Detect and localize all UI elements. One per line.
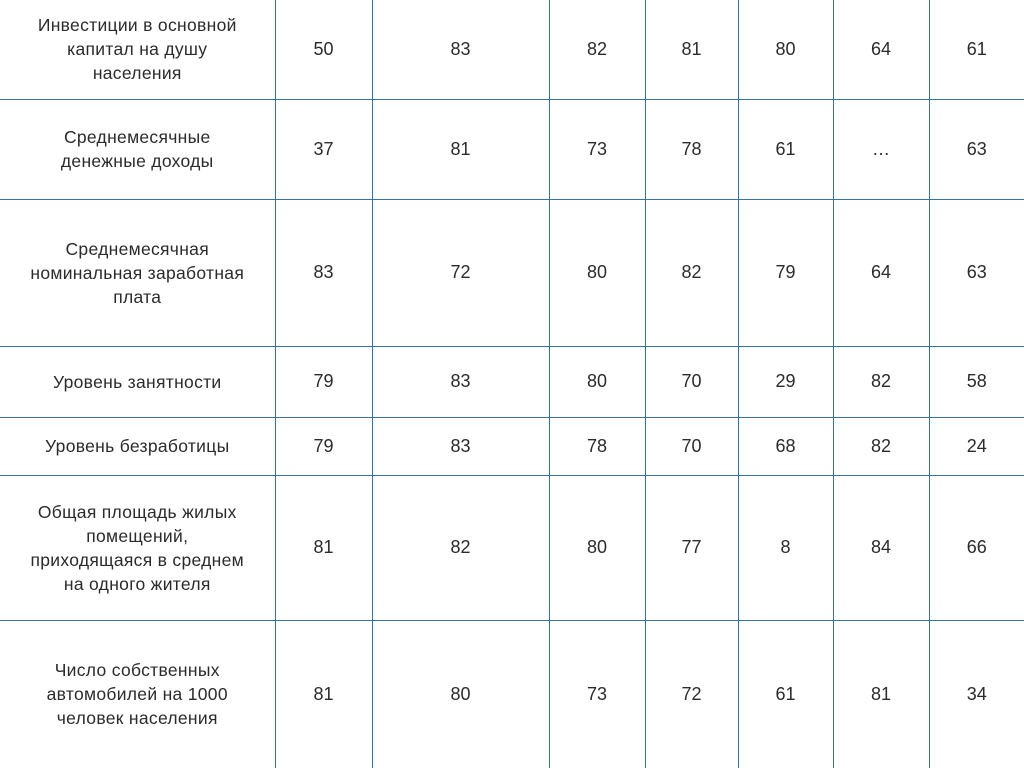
value-cell: 63: [929, 199, 1024, 346]
value-cell: 82: [833, 417, 929, 475]
value-cell: 83: [275, 199, 372, 346]
value-cell: 24: [929, 417, 1024, 475]
value-cell: 29: [738, 346, 833, 417]
value-cell: 79: [275, 346, 372, 417]
table-row: [0, 199, 1024, 346]
value-cell: 81: [275, 475, 372, 620]
value-cell: 81: [275, 620, 372, 768]
value-cell: 80: [738, 0, 833, 99]
value-cell: 73: [549, 99, 645, 199]
value-cell: 58: [929, 346, 1024, 417]
label-line: номинальная заработная: [30, 262, 245, 283]
value-cell: 82: [372, 475, 549, 620]
value-cell: 82: [549, 0, 645, 99]
value-cell: 82: [833, 346, 929, 417]
value-cell: 72: [372, 199, 549, 346]
row-label: [0, 475, 275, 620]
table-row: [0, 475, 1024, 620]
row-label: [0, 199, 275, 346]
table-row: [0, 99, 1024, 199]
value-cell: 63: [929, 99, 1024, 199]
label-line: Среднемесячные: [63, 127, 211, 147]
value-cell: 81: [833, 620, 929, 768]
row-label: [0, 0, 275, 99]
label-line: денежные доходы: [60, 151, 214, 171]
label-line: Инвестиции в основной: [37, 15, 237, 36]
label-line: на одного жителя: [63, 573, 211, 594]
label-line: капитал на душу: [67, 39, 208, 60]
label-line: помещений,: [86, 525, 189, 546]
value-cell: 61: [738, 99, 833, 199]
label-line: автомобилей на 1000: [46, 684, 228, 705]
table-row: [0, 0, 1024, 99]
label-line: населения: [92, 63, 182, 84]
value-cell: 78: [645, 99, 738, 199]
row-label: [0, 99, 275, 199]
value-cell: 34: [929, 620, 1024, 768]
label-line: Уровень безработицы: [45, 436, 230, 456]
value-cell: 79: [275, 417, 372, 475]
value-cell: 61: [929, 0, 1024, 99]
value-cell: 61: [738, 620, 833, 768]
value-cell: 80: [372, 620, 549, 768]
table-row: [0, 620, 1024, 768]
value-cell: 68: [738, 417, 833, 475]
value-cell: 72: [645, 620, 738, 768]
value-cell: 84: [833, 475, 929, 620]
value-cell: 83: [372, 0, 549, 99]
value-cell: 37: [275, 99, 372, 199]
value-cell: 66: [929, 475, 1024, 620]
value-cell: 73: [549, 620, 645, 768]
label-line: Среднемесячная: [65, 238, 209, 259]
label-line: человек населения: [56, 708, 218, 729]
label-line: Число собственных: [54, 660, 220, 681]
value-cell: 78: [549, 417, 645, 475]
value-cell: 64: [833, 0, 929, 99]
row-label: [0, 346, 275, 417]
label-line: Общая площадь жилых: [37, 501, 237, 522]
value-cell: 83: [372, 417, 549, 475]
value-cell: 70: [645, 417, 738, 475]
value-cell: 79: [738, 199, 833, 346]
value-cell: 64: [833, 199, 929, 346]
value-cell: 83: [372, 346, 549, 417]
value-cell: 80: [549, 346, 645, 417]
value-cell: 80: [549, 199, 645, 346]
row-label: [0, 620, 275, 768]
value-cell: 8: [738, 475, 833, 620]
value-cell: …: [833, 99, 929, 199]
value-cell: 81: [645, 0, 738, 99]
value-cell: 70: [645, 346, 738, 417]
label-line: приходящаяся в среднем: [30, 549, 244, 570]
row-label: [0, 417, 275, 475]
value-cell: 81: [372, 99, 549, 199]
table-row: [0, 417, 1024, 475]
table-row: [0, 346, 1024, 417]
label-line: Уровень занятности: [52, 371, 222, 392]
value-cell: 77: [645, 475, 738, 620]
value-cell: 82: [645, 199, 738, 346]
label-line: плата: [113, 286, 162, 307]
value-cell: 50: [275, 0, 372, 99]
value-cell: 80: [549, 475, 645, 620]
